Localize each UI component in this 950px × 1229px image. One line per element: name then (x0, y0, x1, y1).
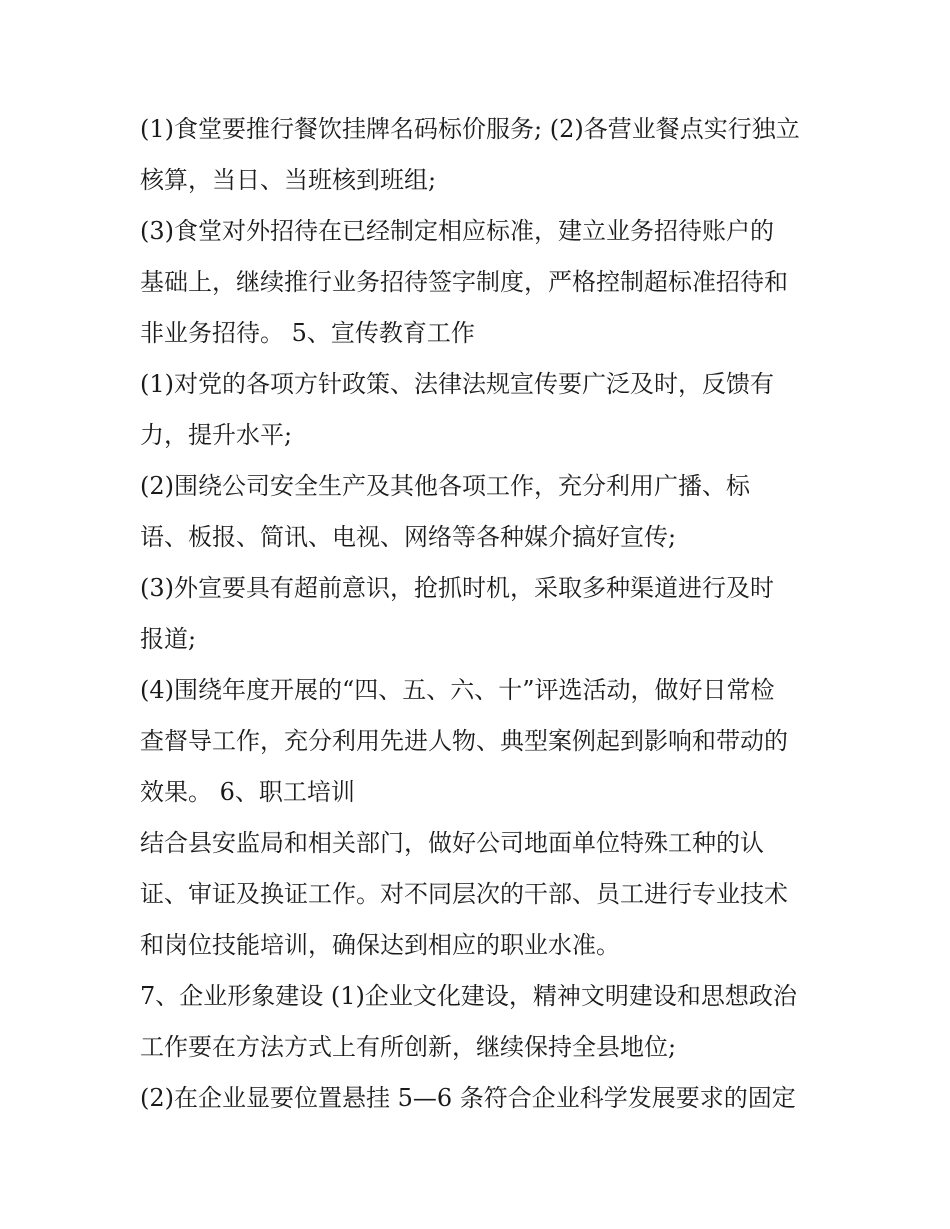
text-line: (3)外宣要具有超前意识，抢抓时机，采取多种渠道进行及时 (140, 574, 774, 602)
text-line: (2)在企业显要位置悬挂 5—6 条符合企业科学发展要求的固定 (140, 1084, 796, 1112)
text-line: (3)食堂对外招待在已经制定相应标准，建立业务招待账户的 (140, 217, 774, 245)
text-line: 语、板报、简讯、电视、网络等各种媒介搞好宣传; (140, 523, 677, 551)
section-heading-line: 非业务招待。 5、宣传教育工作 (140, 319, 475, 347)
text-line: 力，提升水平; (140, 421, 293, 449)
section-heading-line: 效果。 6、职工培训 (140, 778, 355, 806)
text-line: (1)对党的各项方针政策、法律法规宣传要广泛及时，反馈有 (140, 370, 774, 398)
text-line: 报道; (140, 625, 197, 653)
section-heading-line: 7、企业形象建设 (1)企业文化建设，精神文明建设和思想政治 (140, 982, 797, 1010)
text-line: (1)食堂要推行餐饮挂牌名码标价服务; (2)各营业餐点实行独立 (140, 115, 800, 143)
text-line: 证、审证及换证工作。对不同层次的干部、员工进行专业技术 (140, 880, 788, 908)
text-line: 结合县安监局和相关部门，做好公司地面单位特殊工种的认 (140, 829, 764, 857)
text-line: 基础上，继续推行业务招待签字制度，严格控制超标准招待和 (140, 268, 788, 296)
text-line: 和岗位技能培训，确保达到相应的职业水准。 (140, 931, 620, 959)
text-line: (2)围绕公司安全生产及其他各项工作，充分利用广播、标 (140, 472, 750, 500)
document-body (140, 104, 820, 1124)
text-line: 核算，当日、当班核到班组; (140, 166, 437, 194)
text-line: 查督导工作，充分利用先进人物、典型案例起到影响和带动的 (140, 727, 788, 755)
text-line: 工作要在方法方式上有所创新，继续保持全县地位; (140, 1033, 677, 1061)
text-line: (4)围绕年度开展的“四、五、六、十”评选活动，做好日常检 (140, 676, 775, 704)
